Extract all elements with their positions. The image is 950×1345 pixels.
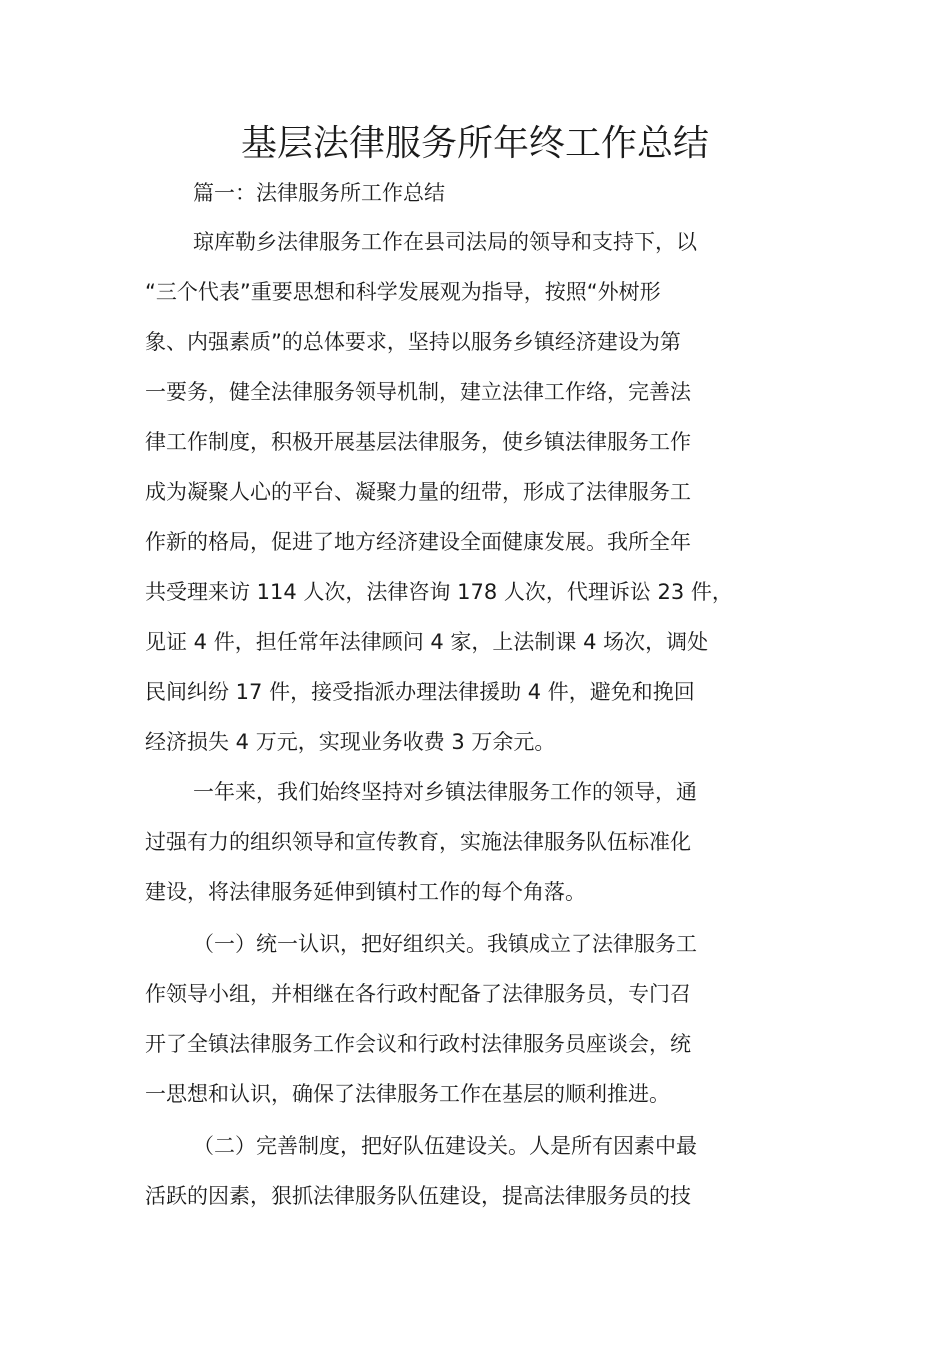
body-line: 建设，将法律服务延伸到镇村工作的每个角落。 — [145, 880, 586, 904]
body-line: 作新的格局，促进了地方经济建设全面健康发展。我所全年 — [145, 530, 691, 554]
body-line: （二）完善制度，把好队伍建设关。人是所有因素中最 — [193, 1134, 697, 1158]
body-line: 一年来，我们始终坚持对乡镇法律服务工作的领导，通 — [193, 780, 697, 804]
body-line: 一思想和认识，确保了法律服务工作在基层的顺利推进。 — [145, 1082, 670, 1106]
body-line: 象、内强素质”的总体要求，坚持以服务乡镇经济建设为第 — [145, 330, 681, 354]
body-line: 作领导小组，并相继在各行政村配备了法律服务员，专门召 — [145, 982, 691, 1006]
document-title: 基层法律服务所年终工作总结 — [240, 123, 709, 164]
body-line: 经济损失 4 万元，实现业务收费 3 万余元。 — [145, 730, 556, 754]
body-line: 见证 4 件，担任常年法律顾问 4 家，上法制课 4 场次，调处 — [145, 630, 709, 654]
body-line: 律工作制度，积极开展基层法律服务，使乡镇法律服务工作 — [145, 430, 691, 454]
body-line: 民间纠纷 17 件，接受指派办理法律援助 4 件，避免和挽回 — [145, 680, 695, 704]
body-line: 一要务，健全法律服务领导机制，建立法律工作络，完善法 — [145, 380, 691, 404]
body-line: （一）统一认识，把好组织关。我镇成立了法律服务工 — [193, 932, 697, 956]
document-subtitle: 篇一：法律服务所工作总结 — [193, 181, 445, 205]
body-line: “三个代表”重要思想和科学发展观为指导，按照“外树形 — [145, 280, 661, 304]
body-line: 共受理来访 114 人次，法律咨询 178 人次，代理诉讼 23 件， — [145, 580, 733, 604]
body-line: 成为凝聚人心的平台、凝聚力量的纽带，形成了法律服务工 — [145, 480, 691, 504]
body-line: 开了全镇法律服务工作会议和行政村法律服务员座谈会，统 — [145, 1032, 691, 1056]
body-line: 过强有力的组织领导和宣传教育，实施法律服务队伍标准化 — [145, 830, 691, 854]
body-line: 琼库勒乡法律服务工作在县司法局的领导和支持下，以 — [193, 230, 697, 254]
body-line: 活跃的因素，狠抓法律服务队伍建设，提高法律服务员的技 — [145, 1184, 691, 1208]
